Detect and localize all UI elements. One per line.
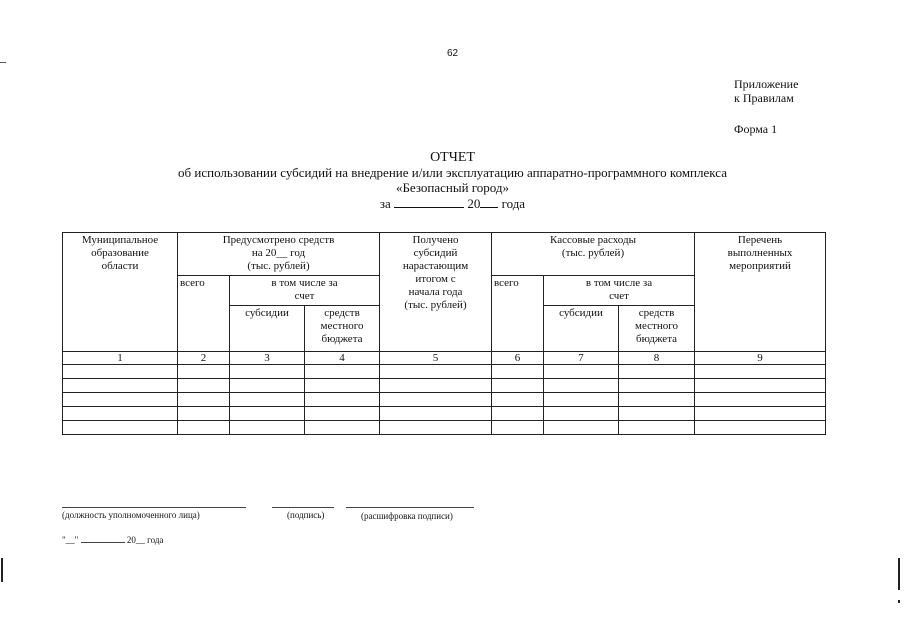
table-row	[63, 365, 826, 379]
report-program-name: «Безопасный город»	[395, 180, 510, 195]
column-number: 7	[544, 352, 619, 365]
report-period	[0, 196, 905, 211]
header-planned-including: в том числе за счет	[230, 276, 380, 306]
header-planned-local-budget: средств местного бюджета	[305, 306, 380, 352]
header-cash-subsidies: субсидии	[544, 306, 619, 352]
date-year: 20__ года	[126, 535, 164, 545]
header-cash-local-budget: средств местного бюджета	[619, 306, 695, 352]
appendix-line-2: к Правилам	[734, 91, 794, 105]
date-day: "__"	[62, 535, 79, 545]
header-planned-total: всего	[178, 276, 230, 352]
report-subtitle: об использовании субсидий на внедрение и/или эксплуатацию аппаратно-программного комплекса	[178, 165, 727, 180]
column-number: 3	[230, 352, 305, 365]
header-municipality: Муниципальное образование области	[63, 233, 178, 352]
position-label: (должность уполномоченного лица)	[62, 510, 200, 520]
header-planned-subsidies: субсидии	[230, 306, 305, 352]
appendix-line-1: Приложение	[734, 77, 799, 91]
period-year: 20	[467, 196, 481, 211]
header-events-list: Перечень выполненных мероприятий	[695, 233, 826, 352]
header-cash-including: в том числе за счет	[544, 276, 695, 306]
column-number: 1	[63, 352, 178, 365]
page-number: 62	[446, 48, 459, 59]
scan-edge-mark	[1, 558, 3, 582]
form-label: Форма 1	[734, 122, 778, 136]
table-row	[63, 407, 826, 421]
scan-edge-mark	[898, 558, 900, 590]
signature-line	[272, 507, 334, 508]
period-blank	[394, 196, 464, 208]
scan-edge-mark	[898, 600, 900, 603]
column-number: 4	[305, 352, 380, 365]
date-month-blank	[81, 534, 125, 543]
period-suffix: года	[501, 196, 526, 211]
period-prefix: за	[379, 196, 391, 211]
header-cash-total: всего	[492, 276, 544, 352]
column-number: 9	[695, 352, 826, 365]
table-row	[63, 421, 826, 435]
report-table	[62, 232, 826, 435]
scan-edge-mark	[0, 62, 6, 63]
header-planned-funds: Предусмотрено средств на 20__ год (тыс. рублей)	[178, 233, 380, 276]
position-line	[62, 507, 246, 508]
column-number: 2	[178, 352, 230, 365]
column-number: 8	[619, 352, 695, 365]
column-number-row	[63, 352, 826, 365]
signature-label: (подпись)	[287, 510, 325, 520]
header-received-subsidies: Получено субсидий нарастающим итогом с начала года (тыс. рублей)	[380, 233, 492, 352]
header-cash-expenses: Кассовые расходы (тыс. рублей)	[492, 233, 695, 276]
report-title-block	[0, 150, 905, 211]
decoding-label: (расшифровка подписи)	[361, 511, 453, 521]
period-year-blank	[480, 196, 498, 208]
column-number: 5	[380, 352, 492, 365]
decoding-line	[346, 507, 474, 508]
table-row	[63, 379, 826, 393]
column-number: 6	[492, 352, 544, 365]
report-title: ОТЧЕТ	[430, 150, 475, 165]
table-row	[63, 393, 826, 407]
date-line	[62, 534, 163, 545]
appendix-note	[734, 77, 798, 105]
